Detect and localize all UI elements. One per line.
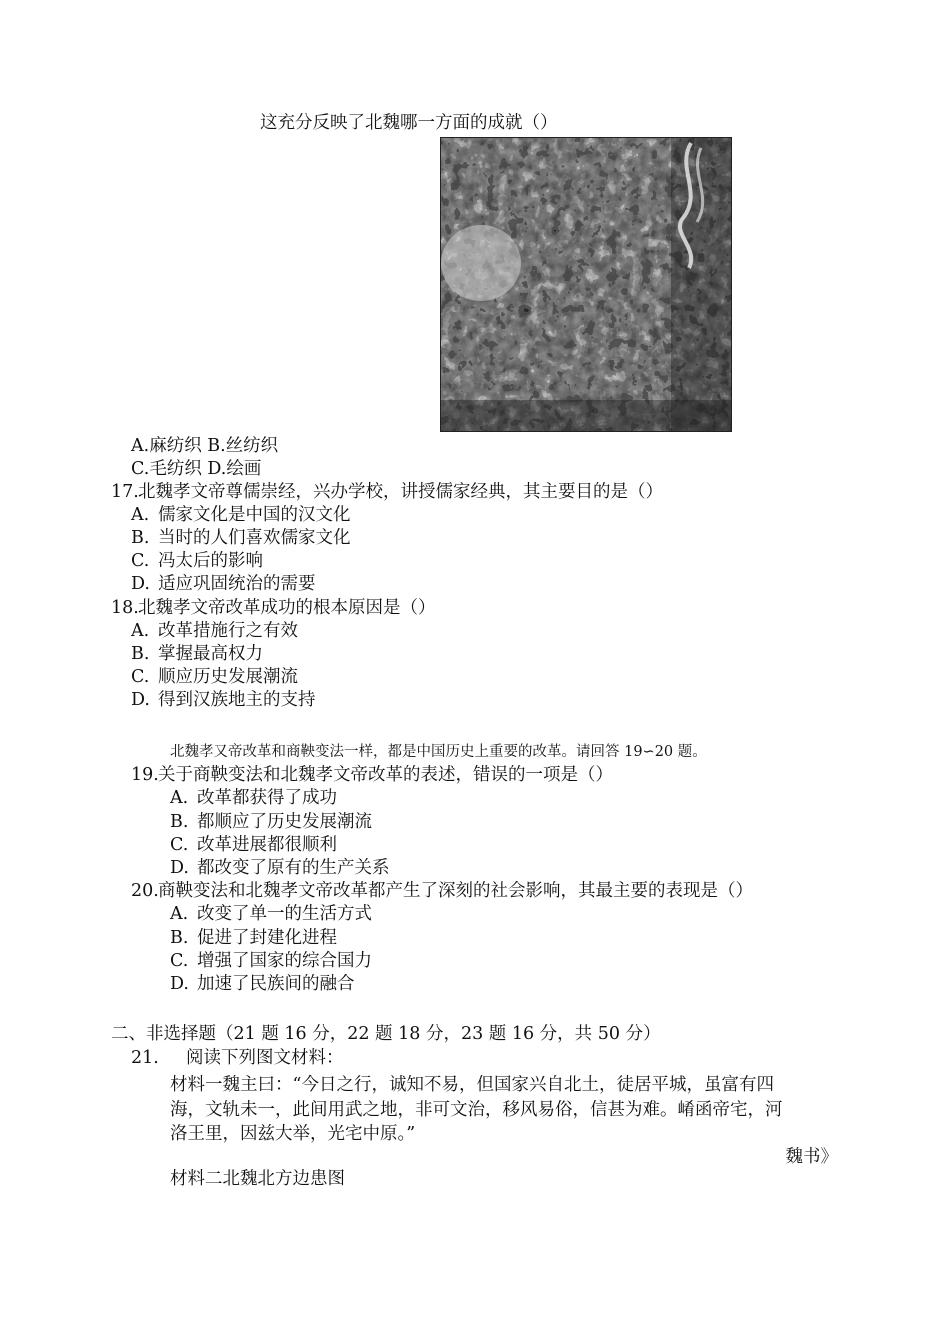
q20-option-c: C. 增强了国家的综合国力 xyxy=(170,951,372,971)
material1-line2: 海，文轨未一，此间用武之地，非可文治，移风易俗，信甚为难。崤函帝宅，河 xyxy=(170,1100,783,1120)
intro-19-20: 北魏孝又帝改革和商鞅变法一样，都是中国历史上重要的改革。请回答 19∽20 题。 xyxy=(170,744,707,760)
material1-line1: 材料一魏主曰：“今日之行，诚知不易，但国家兴自北土，徒居平城，虽富有四 xyxy=(170,1075,774,1095)
question-stem: 关于商鞅变法和北魏孝文帝改革的表述，错误的一项是（） xyxy=(158,765,613,785)
question-number: 19. xyxy=(131,765,159,785)
q18-option-d: D. 得到汉族地主的支持 xyxy=(131,690,316,710)
q17-option-c: C. 冯太后的影响 xyxy=(131,551,263,571)
q19-option-d: D. 都改变了原有的生产关系 xyxy=(170,858,390,878)
question-stem: 商鞅变法和北魏孝文帝改革都产生了深刻的社会影响，其最主要的表现是（） xyxy=(158,881,753,901)
q16-stem: 这充分反映了北魏哪一方面的成就（） xyxy=(260,113,558,133)
q20-option-b: B. 促进了封建化进程 xyxy=(170,928,337,948)
q18-option-a: A. 改革措施行之有效 xyxy=(131,621,298,641)
q17-stem-line xyxy=(111,481,663,504)
q18-stem-line xyxy=(111,597,436,620)
q19-option-a: A. 改革都获得了成功 xyxy=(170,788,337,808)
q19-stem-line xyxy=(131,764,613,787)
question-stem: 阅读下列图文材料： xyxy=(186,1048,344,1068)
q16-options-line2: C.毛纺织 D.绘画 xyxy=(131,459,262,479)
section2-heading: 二、非选择题（21 题 16 分，22 题 18 分，23 题 16 分，共 50 分） xyxy=(111,1024,661,1044)
q18-option-c: C. 顺应历史发展潮流 xyxy=(131,667,298,687)
question-number: 17. xyxy=(111,482,139,502)
question-number: 21. xyxy=(131,1048,159,1068)
question-stem: 北魏孝文帝尊儒崇经，兴办学校，讲授儒家经典，其主要目的是（） xyxy=(138,482,663,502)
question-stem: 北魏孝文帝改革成功的根本原因是（） xyxy=(138,598,436,618)
q20-option-d: D. 加速了民族间的融合 xyxy=(170,974,355,994)
q19-option-b: B. 都顺应了历史发展潮流 xyxy=(170,812,372,832)
q16-options-line1: A.麻纺织 B.丝纺织 xyxy=(131,436,279,456)
q17-option-b: B. 当时的人们喜欢儒家文化 xyxy=(131,528,351,548)
material2-caption: 材料二北魏北方边患图 xyxy=(170,1169,345,1189)
q20-stem-line xyxy=(131,880,753,903)
q19-option-c: C. 改革进展都很顺利 xyxy=(170,835,337,855)
q17-option-a: A. 儒家文化是中国的汉文化 xyxy=(131,505,351,525)
q17-option-d: D. 适应巩固统治的需要 xyxy=(131,574,316,594)
q18-option-b: B. 掌握最高权力 xyxy=(131,644,263,664)
question-number: 18. xyxy=(111,598,139,618)
material1-source: 魏书》 xyxy=(785,1147,838,1167)
q21-line xyxy=(131,1047,344,1070)
q20-option-a: A. 改变了单一的生活方式 xyxy=(170,904,372,924)
stone-relief-image xyxy=(440,137,732,432)
material1-line3: 洛王里，因兹大举，光宅中原。” xyxy=(170,1124,416,1144)
question-number: 20. xyxy=(131,881,159,901)
